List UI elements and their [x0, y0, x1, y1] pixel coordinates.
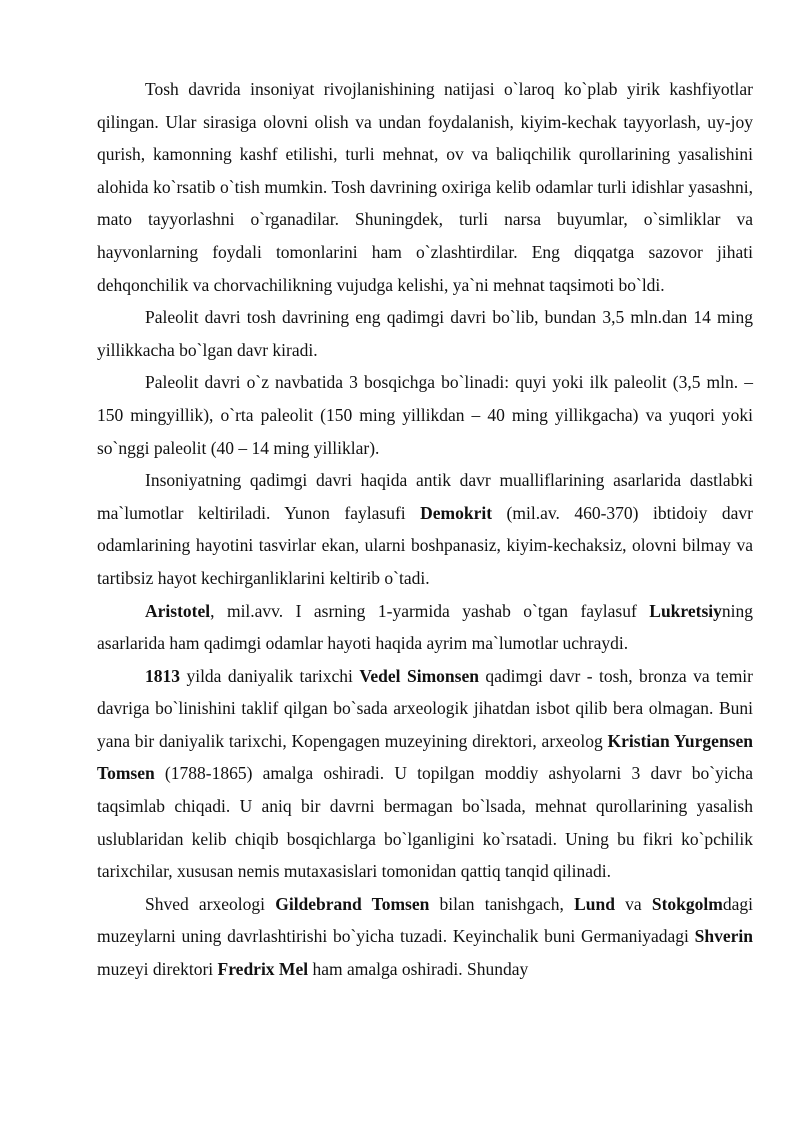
paragraph-7-text-4: dagi muzeylarni uning davrlashtirishi bo`yicha tuzadi. Keyinchalik buni Germaniyadagi [97, 893, 753, 947]
place-stokgolm: Stokgolm [651, 893, 723, 914]
paragraph-3-text: Paleolit davri o`z navbatida 3 bosqichga bo`linadi: quyi yoki ilk paleolit (3,5 mln. – 150 mingyillik), o`rta paleolit (150 ming yillikdan – 40 ming yillikgacha) va yuqori yoki so`nggi paleolit (40 – 14 ming yilliklar). [97, 372, 753, 458]
place-lund: Lund [574, 893, 615, 914]
name-kristian-yurgensen-tomsen: Kristian Yurgensen Tomsen [97, 730, 753, 784]
paragraph-5-text-cont: ning asarlarida ham qadimgi odamlar hayoti haqida ayrim ma`lumotlar uchraydi. [97, 600, 753, 654]
name-aristotel: Aristotel [145, 600, 211, 621]
paragraph-5 [97, 595, 753, 660]
name-gildebrand-tomsen: Gildebrand Tomsen [275, 893, 430, 914]
paragraph-7-text-2: bilan tanishgach, [429, 893, 575, 914]
name-vedel-simonsen: Vedel Simonsen [359, 665, 479, 686]
paragraph-1-text: Tosh davrida insoniyat rivojlanishining natijasi o`laroq ko`plab yirik kashfiyotlar qilingan. Ular sirasiga olovni olish va undan foydalanish, kiyim-kechak tayyorlash, uy-joy qurish, kamonning kashf etilishi, turli mehnat, ov va baliqchilik qurollarining yasalishini alohida ko`rsatib o`tish mumkin. Tosh davrining oxiriga kelib odamlar turli idishlar yasashni, mato tayyorlashni o`rganadilar. Shuningdek, turli narsa buyumlar, o`simliklar va hayvonlarning foydali tomonlarini ham o`zlashtirdilar. Eng diqqatga sazovor jihati dehqonchilik va chorvachilikning vujudga kelishi, ya`ni mehnat taqsimoti bo`ldi. [97, 79, 753, 295]
paragraph-6-text: yilda daniyalik tarixchi [180, 665, 360, 686]
paragraph-4-text-cont: (mil.av. 460-370) ibtidoiy davr odamlarining hayotini tasvirlar ekan, ularni boshpanasiz, kiyim-kechaksiz, olovni bilmay va tartibsiz hayot kechirganliklarini keltirib o`tadi. [97, 502, 753, 588]
name-lukretsiy: Lukretsiy [649, 600, 722, 621]
paragraph-6 [97, 660, 753, 888]
paragraph-5-text: , mil.avv. I asrning 1-yarmida yashab o`tgan faylasuf [210, 600, 650, 621]
paragraph-7 [97, 888, 753, 986]
paragraph-7-text-6: ham amalga oshiradi. Shunday [308, 959, 529, 980]
place-shverin: Shverin [694, 926, 753, 947]
paragraph-4-text: Insoniyatning qadimgi davri haqida antik davr mualliflarining asarlarida dastlabki ma`lumotlar keltiriladi. Yunon faylasufi [97, 470, 753, 523]
paragraph-7-text: Shved arxeologi [145, 893, 276, 914]
name-demokrit: Demokrit [420, 502, 493, 523]
paragraph-6-text-cont: qadimgi davr - tosh, bronza va temir davriga bo`linishini taklif qilgan bo`sada arxeologik jihatdan isbot qilib bera olmagan. Buni yana bir daniyalik tarixchi, Kopengagen muzeyining direktori, arxeolog [97, 665, 753, 751]
year-1813: 1813 [145, 665, 180, 686]
name-fredrix-mel: Fredrix Mel [217, 959, 309, 980]
paragraph-1 [97, 73, 753, 301]
paragraph-2-text: Paleolit davri tosh davrining eng qadimgi davri bo`lib, bundan 3,5 mln.dan 14 ming yillikkacha bo`lgan davr kiradi. [97, 307, 753, 360]
paragraph-7-text-3: va [614, 893, 652, 914]
document-page [97, 73, 753, 986]
paragraph-7-text-5: muzeyi direktori [97, 959, 218, 980]
paragraph-2 [97, 301, 753, 366]
paragraph-3 [97, 366, 753, 464]
paragraph-6-text-end: (1788-1865) amalga oshiradi. U topilgan moddiy ashyolarni 3 davr bo`yicha taqsimlab chiqadi. U aniq bir davrni bermagan bo`lsada, mehnat qurollarining yasalish uslublaridan kelib chiqib bosqichlarga bo`lganligini ko`rsatadi. Uning bu fikri ko`pchilik tarixchilar, xususan nemis mutaxasislari tomonidan qattiq tanqid qilinadi. [97, 763, 753, 882]
paragraph-4 [97, 464, 753, 594]
